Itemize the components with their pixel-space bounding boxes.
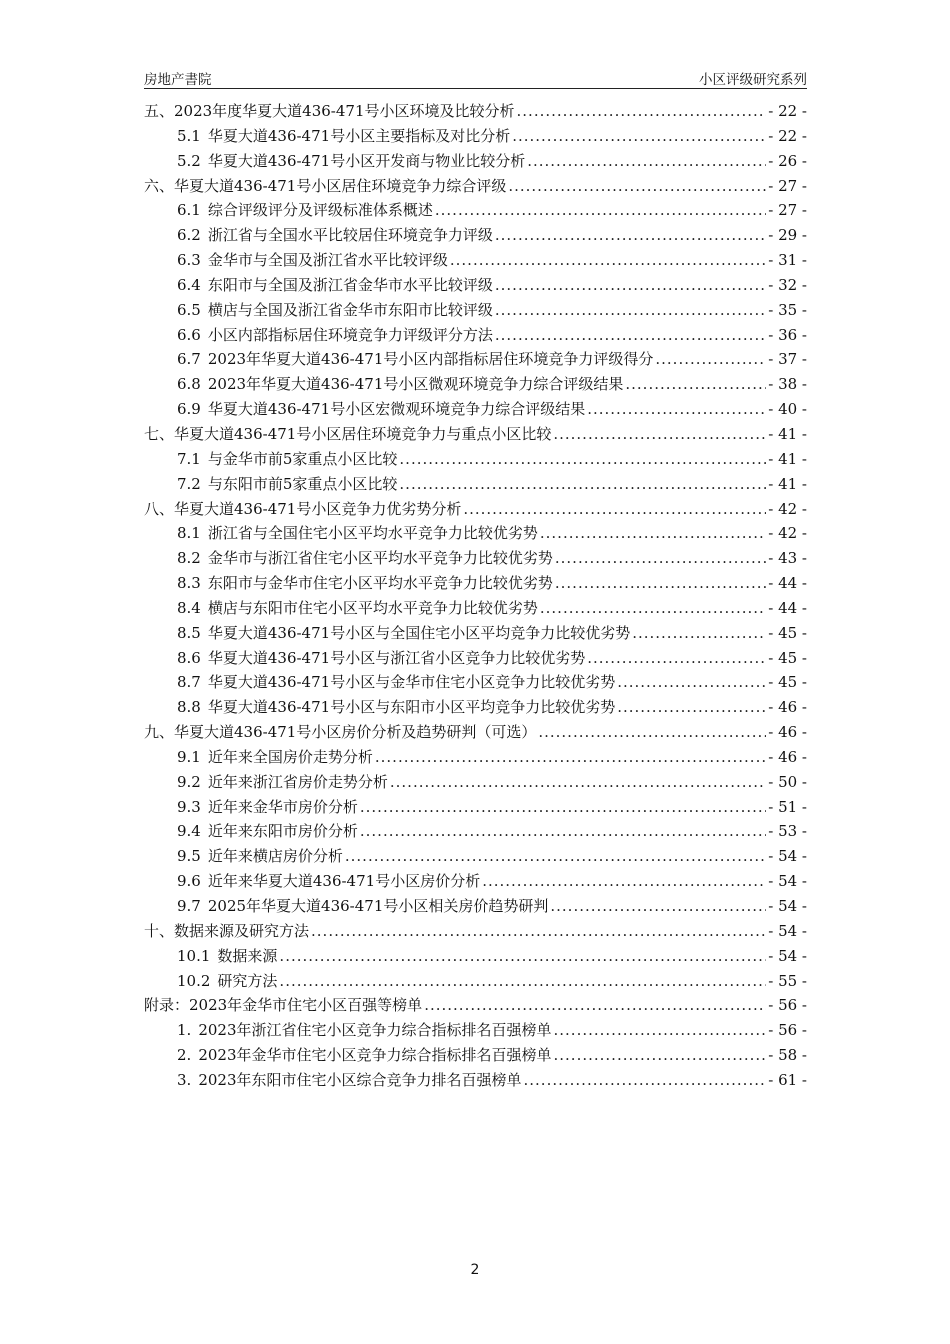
toc-section-entry[interactable] <box>144 1044 807 1069</box>
header-series-title: 小区评级研究系列 <box>699 72 807 88</box>
toc-section-entry[interactable] <box>144 324 807 349</box>
toc-dot-leader <box>587 649 766 667</box>
toc-section-entry[interactable] <box>144 1069 807 1094</box>
toc-entry-number: 9.7 <box>177 897 201 915</box>
toc-entry-page: - 54 - <box>768 872 807 891</box>
toc-entry-page: - 36 - <box>768 325 807 344</box>
toc-entry-page: - 29 - <box>768 226 807 245</box>
toc-entry-title: 金华市与浙江省住宅小区平均水平竞争力比较优劣势 <box>207 549 553 568</box>
toc-section-entry[interactable] <box>144 696 807 721</box>
toc-entry-page: - 42 - <box>768 499 807 518</box>
toc-section-entry[interactable] <box>144 622 807 647</box>
toc-section-entry[interactable] <box>144 820 807 845</box>
toc-entry-title: 八、华夏大道436-471号小区竞争力优劣势分析 <box>144 499 462 518</box>
toc-section-entry[interactable] <box>144 870 807 895</box>
toc-entry-page: - 54 - <box>768 897 807 915</box>
toc-entry-number: 9.4 <box>177 822 201 841</box>
toc-section-entry[interactable] <box>144 647 807 672</box>
toc-entry-title: 六、华夏大道436-471号小区居住环境竞争力综合评级 <box>144 176 507 195</box>
toc-entry-title: 附录：2023年金华市住宅小区百强等榜单 <box>144 996 423 1015</box>
toc-section-entry[interactable] <box>144 125 807 150</box>
toc-entry-page: - 37 - <box>768 350 807 369</box>
toc-dot-leader <box>345 847 766 865</box>
toc-entry-number: 3. <box>177 1070 192 1089</box>
toc-entry-page: - 44 - <box>768 574 807 593</box>
toc-entry-page: - 56 - <box>768 1021 807 1040</box>
toc-section-entry[interactable] <box>144 398 807 423</box>
toc-entry-number: 6.6 <box>177 325 201 344</box>
toc-dot-leader <box>655 350 766 368</box>
toc-dot-leader <box>495 226 766 244</box>
toc-entry-number: 9.1 <box>177 747 201 766</box>
toc-dot-leader <box>550 897 766 915</box>
toc-entry-title: 浙江省与全国水平比较居住环境竞争力评级 <box>207 226 493 245</box>
toc-dot-leader <box>360 822 766 840</box>
toc-entry-title: 金华市与全国及浙江省水平比较评级 <box>207 251 448 270</box>
toc-entry-title: 小区内部指标居住环境竞争力评级评分方法 <box>207 325 493 344</box>
toc-entry-title: 华夏大道436-471号小区与东阳市小区平均竞争力比较优劣势 <box>207 698 616 717</box>
toc-entry-page: - 32 - <box>768 275 807 294</box>
toc-section-entry[interactable] <box>144 274 807 299</box>
toc-entry-page: - 46 - <box>768 747 807 766</box>
toc-entry-number: 8.1 <box>177 524 201 543</box>
toc-entry-number: 6.2 <box>177 226 201 245</box>
toc-dot-leader <box>482 872 766 890</box>
toc-entry-title: 五、2023年度华夏大道436-471号小区环境及比较分析 <box>144 102 515 120</box>
toc-section-entry[interactable] <box>144 945 807 970</box>
toc-section-entry[interactable] <box>144 796 807 821</box>
toc-entry-title: 华夏大道436-471号小区与全国住宅小区平均竞争力比较优劣势 <box>207 623 631 642</box>
toc-entry-title: 2023年金华市住宅小区竞争力综合指标排名百强榜单 <box>198 1046 552 1065</box>
toc-section-entry[interactable] <box>144 1019 807 1044</box>
toc-entry-number: 10.1 <box>177 946 211 965</box>
toc-dot-leader <box>495 326 766 344</box>
toc-dot-leader <box>540 524 766 542</box>
toc-entry-title: 近年来金华市房价分析 <box>207 797 358 816</box>
toc-chapter-entry[interactable] <box>144 721 807 746</box>
page-number: 2 <box>470 1262 480 1278</box>
toc-entry-page: - 22 - <box>768 102 807 120</box>
toc-entry-number: 6.9 <box>177 400 201 419</box>
toc-entry-number: 5.2 <box>177 151 201 170</box>
toc-entry-title: 2023年东阳市住宅小区综合竞争力排名百强榜单 <box>198 1070 522 1089</box>
toc-entry-page: - 41 - <box>768 474 807 493</box>
toc-section-entry[interactable] <box>144 771 807 796</box>
toc-dot-leader <box>435 201 766 219</box>
toc-entry-page: - 58 - <box>768 1046 807 1065</box>
toc-entry-page: - 54 - <box>768 847 807 866</box>
toc-entry-title: 2023年浙江省住宅小区竞争力综合指标排名百强榜单 <box>198 1021 552 1040</box>
toc-dot-leader <box>424 996 766 1014</box>
toc-entry-page: - 27 - <box>768 176 807 195</box>
toc-entry-number: 6.3 <box>177 251 201 270</box>
toc-entry-number: 7.2 <box>177 474 201 493</box>
toc-entry-number: 6.4 <box>177 275 201 294</box>
toc-entry-title: 近年来华夏大道436-471号小区房价分析 <box>207 872 481 891</box>
toc-entry-page: - 40 - <box>768 400 807 419</box>
toc-entry-title: 2023年华夏大道436-471号小区内部指标居住环境竞争力评级得分 <box>207 350 654 369</box>
toc-section-entry[interactable] <box>144 150 807 175</box>
toc-dot-leader <box>527 152 766 170</box>
toc-section-entry[interactable] <box>144 597 807 622</box>
toc-dot-leader <box>450 251 766 269</box>
toc-entry-title: 综合评级评分及评级标准体系概述 <box>207 201 433 220</box>
toc-section-entry[interactable] <box>144 249 807 274</box>
toc-dot-leader <box>512 127 766 145</box>
toc-entry-page: - 55 - <box>768 971 807 990</box>
toc-entry-page: - 54 - <box>768 946 807 965</box>
toc-entry-page: - 22 - <box>768 126 807 145</box>
toc-entry-page: - 54 - <box>768 921 807 940</box>
toc-chapter-entry[interactable] <box>144 920 807 945</box>
toc-chapter-entry[interactable] <box>144 994 807 1019</box>
toc-dot-leader <box>517 102 767 120</box>
toc-dot-leader <box>279 972 766 990</box>
toc-entry-number: 1. <box>177 1021 192 1040</box>
toc-dot-leader <box>617 673 766 691</box>
toc-dot-leader <box>279 947 766 965</box>
toc-entry-page: - 45 - <box>768 623 807 642</box>
toc-entry-title: 近年来东阳市房价分析 <box>207 822 358 841</box>
toc-entry-number: 8.6 <box>177 648 201 667</box>
toc-section-entry[interactable] <box>144 448 807 473</box>
toc-entry-title: 2023年华夏大道436-471号小区微观环境竞争力综合评级结果 <box>207 375 624 394</box>
toc-section-entry[interactable] <box>144 746 807 771</box>
toc-entry-title: 与金华市前5家重点小区比较 <box>207 449 398 468</box>
toc-dot-leader <box>587 400 766 418</box>
toc-entry-number: 9.5 <box>177 847 201 866</box>
toc-entry-title: 华夏大道436-471号小区主要指标及对比分析 <box>207 126 511 145</box>
toc-entry-number: 2. <box>177 1046 192 1065</box>
toc-entry-number: 9.6 <box>177 872 201 891</box>
toc-entry-title: 2025年华夏大道436-471号小区相关房价趋势研判 <box>207 897 549 915</box>
toc-section-entry[interactable] <box>144 199 807 224</box>
toc-dot-leader <box>554 1021 767 1039</box>
toc-entry-page: - 41 - <box>768 449 807 468</box>
toc-entry-number: 7.1 <box>177 449 201 468</box>
toc-entry-title: 东阳市与全国及浙江省金华市水平比较评级 <box>207 275 493 294</box>
toc-dot-leader <box>632 624 766 642</box>
toc-entry-number: 8.7 <box>177 673 201 692</box>
toc-entry-number: 5.1 <box>177 126 201 145</box>
toc-section-entry[interactable] <box>144 473 807 498</box>
toc-entry-title: 七、华夏大道436-471号小区居住环境竞争力与重点小区比较 <box>144 424 552 443</box>
toc-dot-leader <box>399 475 766 493</box>
toc-entry-page: - 41 - <box>768 424 807 443</box>
toc-dot-leader <box>538 723 766 741</box>
header-publisher: 房地产書院 <box>144 72 212 88</box>
toc-entry-title: 华夏大道436-471号小区宏微观环境竞争力综合评级结果 <box>207 400 586 419</box>
toc-section-entry[interactable] <box>144 224 807 249</box>
toc-section-entry[interactable] <box>144 522 807 547</box>
toc-dot-leader <box>524 1071 767 1089</box>
toc-dot-leader <box>390 773 766 791</box>
toc-entry-page: - 45 - <box>768 648 807 667</box>
toc-entry-title: 华夏大道436-471号小区开发商与物业比较分析 <box>207 151 526 170</box>
toc-section-entry[interactable] <box>144 299 807 324</box>
toc-entry-title: 浙江省与全国住宅小区平均水平竞争力比较优劣势 <box>207 524 538 543</box>
toc-dot-leader <box>463 500 766 518</box>
toc-entry-page: - 43 - <box>768 549 807 568</box>
toc-entry-title: 十、数据来源及研究方法 <box>144 921 310 940</box>
toc-section-entry[interactable] <box>144 671 807 696</box>
toc-dot-leader <box>553 425 766 443</box>
toc-entry-number: 8.3 <box>177 574 201 593</box>
toc-section-entry[interactable] <box>144 970 807 995</box>
toc-entry-page: - 27 - <box>768 201 807 220</box>
toc-section-entry[interactable] <box>144 845 807 870</box>
toc-entry-page: - 46 - <box>768 723 807 742</box>
toc-entry-page: - 35 - <box>768 300 807 319</box>
toc-chapter-entry[interactable] <box>144 423 807 448</box>
toc-chapter-entry[interactable] <box>144 498 807 523</box>
toc-section-entry[interactable] <box>144 895 807 920</box>
toc-entry-number: 6.8 <box>177 375 201 394</box>
toc-entry-page: - 51 - <box>768 797 807 816</box>
toc-entry-page: - 50 - <box>768 772 807 791</box>
toc-section-entry[interactable] <box>144 572 807 597</box>
toc-section-entry[interactable] <box>144 348 807 373</box>
toc-entry-number: 6.5 <box>177 300 201 319</box>
toc-dot-leader <box>555 549 766 567</box>
toc-entry-page: - 38 - <box>768 375 807 394</box>
toc-entry-page: - 56 - <box>768 996 807 1015</box>
toc-dot-leader <box>495 301 766 319</box>
toc-entry-number: 6.7 <box>177 350 201 369</box>
toc-dot-leader <box>508 177 766 195</box>
toc-entry-number: 6.1 <box>177 201 201 220</box>
toc-entry-title: 华夏大道436-471号小区与浙江省小区竞争力比较优劣势 <box>207 648 586 667</box>
toc-entry-page: - 46 - <box>768 698 807 717</box>
toc-entry-title: 九、华夏大道436-471号小区房价分析及趋势研判（可选） <box>144 723 537 742</box>
toc-dot-leader <box>555 574 766 592</box>
toc-entry-page: - 61 - <box>768 1070 807 1089</box>
toc-dot-leader <box>617 698 766 716</box>
toc-entry-title: 横店与全国及浙江省金华市东阳市比较评级 <box>207 300 493 319</box>
toc-entry-page: - 44 - <box>768 598 807 617</box>
toc-entry-title: 华夏大道436-471号小区与金华市住宅小区竞争力比较优劣势 <box>207 673 616 692</box>
toc-entry-number: 8.2 <box>177 549 201 568</box>
toc-entry-page: - 45 - <box>768 673 807 692</box>
toc-chapter-entry[interactable] <box>144 100 807 125</box>
toc-entry-page: - 26 - <box>768 151 807 170</box>
toc-entry-number: 8.5 <box>177 623 201 642</box>
table-of-contents <box>144 100 807 1094</box>
toc-entry-number: 8.4 <box>177 598 201 617</box>
toc-section-entry[interactable] <box>144 373 807 398</box>
toc-dot-leader <box>554 1046 767 1064</box>
toc-dot-leader <box>360 798 766 816</box>
toc-section-entry[interactable] <box>144 547 807 572</box>
toc-entry-title: 近年来横店房价分析 <box>207 847 343 866</box>
toc-dot-leader <box>625 375 766 393</box>
toc-dot-leader <box>495 276 766 294</box>
toc-entry-number: 8.8 <box>177 698 201 717</box>
toc-entry-title: 东阳市与金华市住宅小区平均水平竞争力比较优劣势 <box>207 574 553 593</box>
toc-entry-number: 9.2 <box>177 772 201 791</box>
toc-entry-title: 近年来浙江省房价走势分析 <box>207 772 388 791</box>
toc-entry-number: 10.2 <box>177 971 211 990</box>
toc-entry-title: 研究方法 <box>217 971 278 990</box>
toc-dot-leader <box>375 748 766 766</box>
toc-entry-title: 与东阳市前5家重点小区比较 <box>207 474 398 493</box>
toc-chapter-entry[interactable] <box>144 175 807 200</box>
toc-entry-page: - 31 - <box>768 251 807 270</box>
toc-entry-page: - 53 - <box>768 822 807 841</box>
page-header <box>144 66 807 89</box>
toc-dot-leader <box>399 450 766 468</box>
toc-entry-title: 数据来源 <box>217 946 278 965</box>
toc-entry-title: 横店与东阳市住宅小区平均水平竞争力比较优劣势 <box>207 598 538 617</box>
toc-entry-title: 近年来全国房价走势分析 <box>207 747 373 766</box>
toc-entry-page: - 42 - <box>768 524 807 543</box>
toc-entry-number: 9.3 <box>177 797 201 816</box>
toc-dot-leader <box>311 922 766 940</box>
toc-dot-leader <box>540 599 766 617</box>
